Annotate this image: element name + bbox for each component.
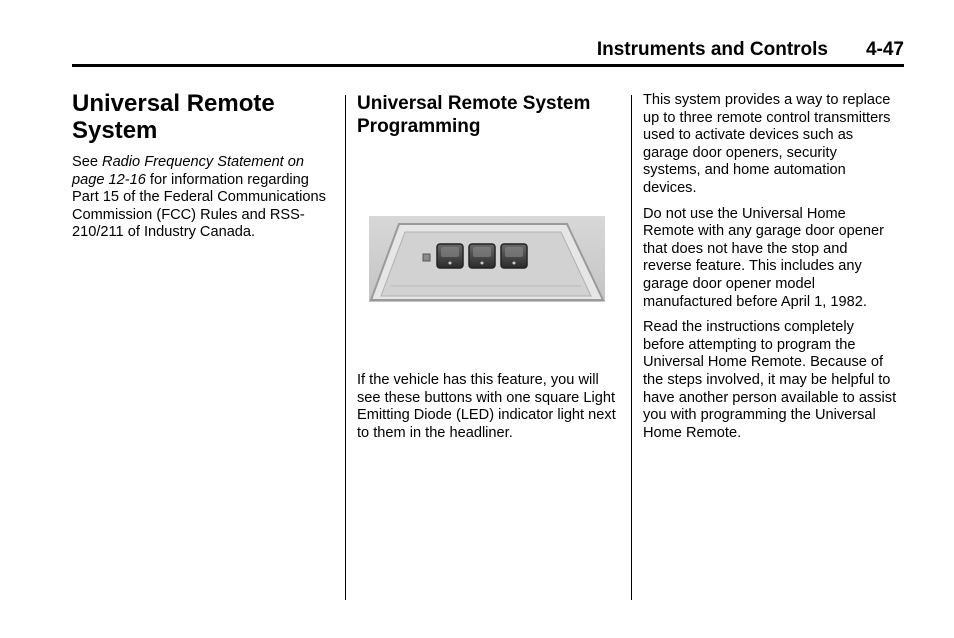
column-2-body xyxy=(357,372,619,442)
safety-warning-paragraph: Do not use the Universal Home Remote with any garage door opener that does not have the stop and reverse feature. This includes any garage door opener model manufactured before April 1, 1982. xyxy=(643,205,884,310)
see-text: See xyxy=(72,154,103,170)
page-header xyxy=(72,38,904,67)
column-3 xyxy=(643,92,898,442)
headliner-buttons-illustration xyxy=(369,216,605,302)
cross-reference-link[interactable]: Radio Frequency Statement on page 12-16 xyxy=(72,154,305,188)
page-number: 4-47 xyxy=(865,39,904,60)
heading-programming: Universal Remote System Programming xyxy=(357,93,591,137)
heading-universal-remote-system: Universal Remote System xyxy=(72,90,275,144)
column-divider-2 xyxy=(631,95,632,600)
fcc-paragraph xyxy=(72,154,334,242)
system-overview-paragraph: This system provides a way to replace up to three remote control transmitters used to activate devices such as garage door openers, security systems, and home automation devices. xyxy=(643,92,891,196)
instructions-paragraph: Read the instructions completely before attempting to program the Universal Home Remote. Because of the steps involved, it may be helpful to have another person available to assist you with programming the Universal Home Remote. xyxy=(643,319,897,441)
headliner-buttons-icon xyxy=(369,216,605,302)
feature-description: If the vehicle has this feature, you will see these buttons with one square Light Emitting Diode (LED) indicator light next to them in the headliner. xyxy=(357,372,616,441)
column-2-heading xyxy=(357,92,619,138)
section-title: Instruments and Controls xyxy=(596,39,828,60)
column-1 xyxy=(72,90,334,242)
column-divider-1 xyxy=(345,95,346,600)
fcc-rest-text: for information regarding Part 15 of the Federal Communications Commission (FCC) Rules and RSS-210/211 of Industry Canada. xyxy=(72,171,326,241)
